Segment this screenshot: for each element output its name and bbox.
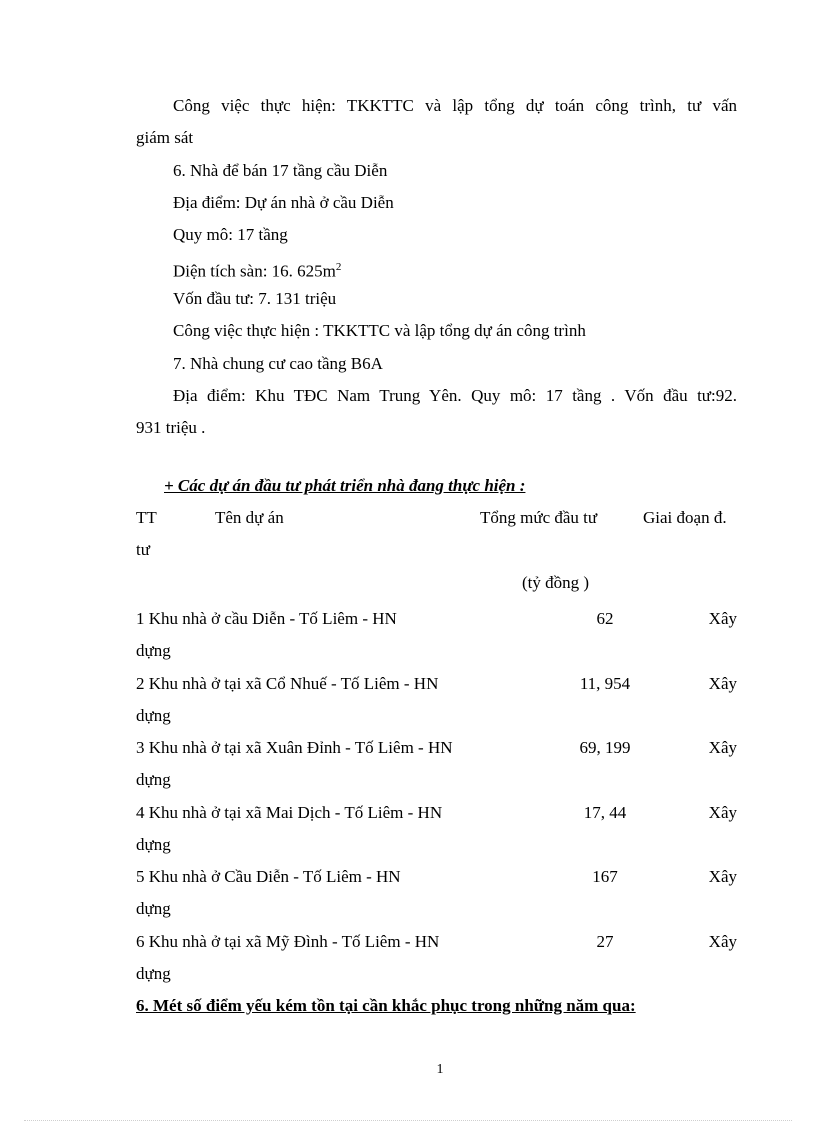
table-row-total: 17, 44 bbox=[583, 803, 627, 822]
table-row-name: 3 Khu nhà ở tại xã Xuân Đỉnh - Tố Liêm - HN bbox=[136, 738, 453, 757]
table-row-total: 62 bbox=[596, 609, 614, 628]
table-row-phase-cont: dựng bbox=[136, 641, 171, 660]
page-bottom-rule bbox=[24, 1120, 792, 1121]
table-row-name: 2 Khu nhà ở tại xã Cổ Nhuế - Tố Liêm - HN bbox=[136, 674, 439, 693]
header-phase: Giai đoạn đ. bbox=[643, 508, 727, 527]
table-row-phase: Xây bbox=[708, 674, 737, 693]
item6-title: 6. Nhà để bán 17 tầng cầu Diễn bbox=[173, 161, 388, 180]
table-row-phase: Xây bbox=[708, 609, 737, 628]
header-tt: TT bbox=[136, 508, 157, 527]
item6-area-sup: 2 bbox=[335, 261, 342, 273]
table-row-phase-cont: dựng bbox=[136, 899, 171, 918]
table-row-phase: Xây bbox=[708, 738, 737, 757]
header-unit: (tỷ đồng ) bbox=[522, 573, 590, 592]
section-heading: + Các dự án đầu tư phát triển nhà đang thực hiện : bbox=[164, 476, 526, 495]
table-row-phase: Xây bbox=[708, 932, 737, 951]
table-row-phase-cont: dựng bbox=[136, 706, 171, 725]
table-row-name: 5 Khu nhà ở Cầu Diễn - Tố Liêm - HN bbox=[136, 867, 401, 886]
header-phase-cont: tư bbox=[136, 540, 150, 559]
table-row-total: 11, 954 bbox=[579, 674, 631, 693]
table-row-total: 69, 199 bbox=[579, 738, 631, 757]
table-row-name: 6 Khu nhà ở tại xã Mỹ Đình - Tố Liêm - HN bbox=[136, 932, 440, 951]
page-number: 1 bbox=[436, 1062, 444, 1077]
item6-area-text: Diện tích sàn: 16. 625m bbox=[173, 261, 336, 281]
item6-location: Địa điểm: Dự án nhà ở cầu Diễn bbox=[173, 193, 394, 212]
item6-work: Công việc thực hiện : TKKTTC và lập tổng dự án công trình bbox=[173, 321, 586, 340]
item6-capital: Vốn đầu tư: 7. 131 triệu bbox=[173, 289, 337, 308]
header-name: Tên dự án bbox=[215, 508, 284, 527]
table-row-phase-cont: dựng bbox=[136, 770, 171, 789]
table-row-total: 167 bbox=[592, 867, 618, 886]
bottom-heading: 6. Mét số điểm yếu kém tồn tại cần khắc phục trong những năm qua: bbox=[136, 996, 636, 1015]
table-row-name: 4 Khu nhà ở tại xã Mai Dịch - Tố Liêm - HN bbox=[136, 803, 443, 822]
item7-title: 7. Nhà chung cư cao tầng B6A bbox=[173, 354, 383, 373]
item6-area bbox=[173, 257, 341, 282]
item6-scale: Quy mô: 17 tầng bbox=[173, 225, 288, 244]
paragraph-work-line2: giám sát bbox=[136, 128, 194, 147]
paragraph-work-line1: Công việc thực hiện: TKKTTC và lập tổng dự toán công trình, tư vấn bbox=[173, 96, 737, 115]
item7-line2: 931 triệu . bbox=[136, 418, 206, 437]
table-row-phase: Xây bbox=[708, 803, 737, 822]
table-row-phase-cont: dựng bbox=[136, 964, 171, 983]
table-row-total: 27 bbox=[596, 932, 614, 951]
header-total: Tổng mức đầu tư bbox=[480, 508, 598, 527]
table-row-phase: Xây bbox=[708, 867, 737, 886]
item7-line1: Địa điểm: Khu TĐC Nam Trung Yên. Quy mô: 17 tầng . Vốn đầu tư:92. bbox=[173, 386, 737, 405]
table-row-name: 1 Khu nhà ở cầu Diễn - Tố Liêm - HN bbox=[136, 609, 397, 628]
table-row-phase-cont: dựng bbox=[136, 835, 171, 854]
